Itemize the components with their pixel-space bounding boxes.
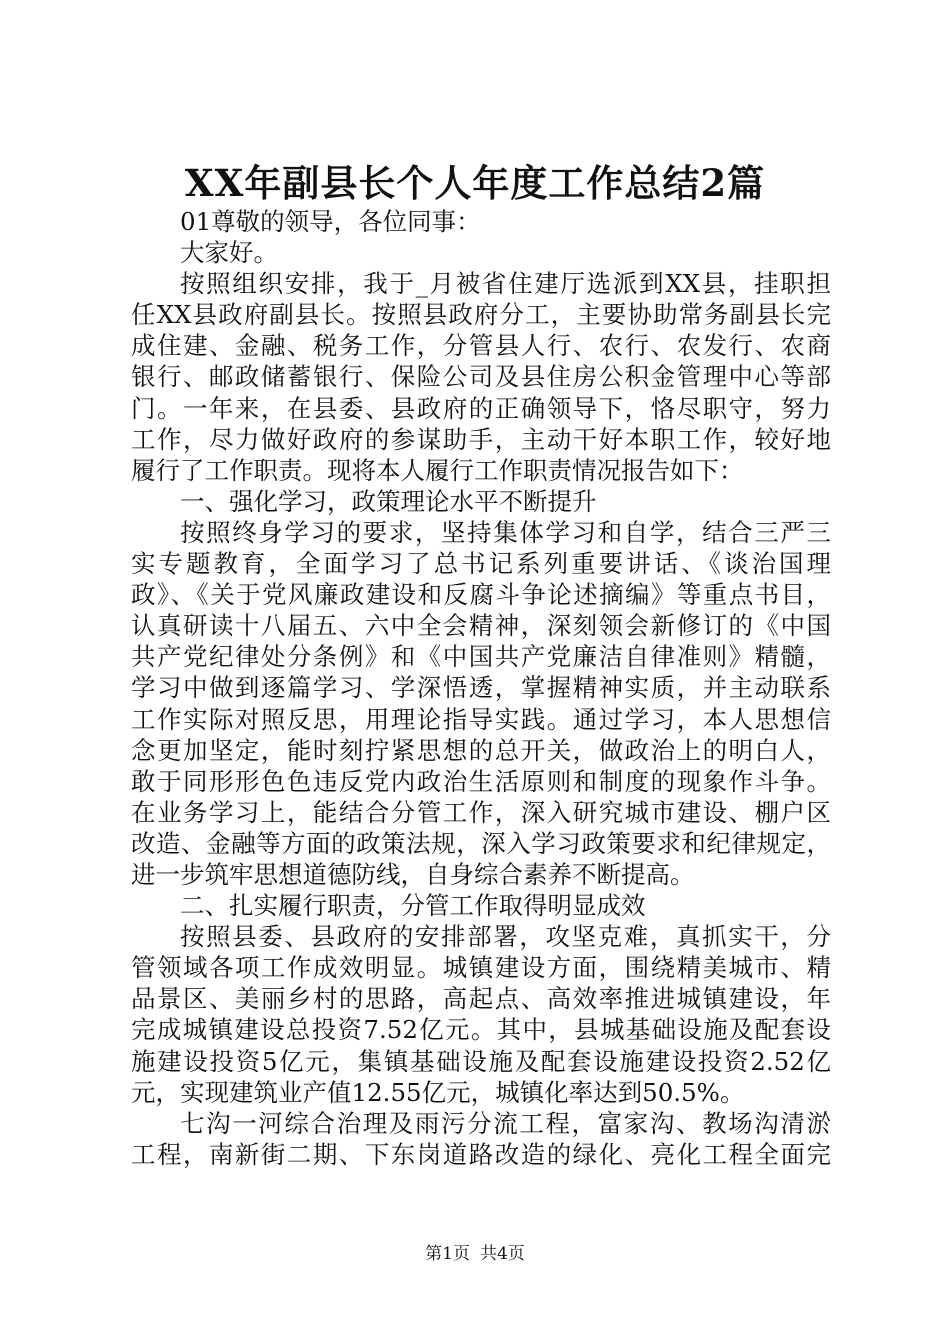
body-line: 改造、金融等方面的政策法规，深入学习政策要求和纪律规定， — [131, 828, 831, 858]
body-line: 共产党纪律处分条例》和《中国共产党廉洁自律准则》精髓， — [131, 642, 831, 672]
document-body — [131, 206, 831, 1170]
body-line: 按照县委、县政府的安排部署，攻坚克难，真抓实干，分 — [180, 922, 831, 952]
body-line: 管领域各项工作成效明显。城镇建设方面，围绕精美城市、精 — [131, 953, 831, 983]
body-line: 元，实现建筑业产值12.55亿元，城镇化率达到50.5%。 — [131, 1077, 745, 1107]
body-line: 一、强化学习，政策理论水平不断提升 — [180, 486, 597, 516]
body-line: 政》、《关于党风廉政建设和反腐斗争论述摘编》等重点书目， — [131, 580, 831, 610]
body-line: 银行、邮政储蓄银行、保险公司及县住房公积金管理中心等部 — [131, 362, 831, 392]
page-number: 第1页 — [425, 1244, 470, 1264]
page-total: 共4页 — [480, 1244, 525, 1264]
body-line: 按照终身学习的要求，坚持集体学习和自学，结合三严三 — [180, 517, 831, 547]
body-line: 敢于同形形色色违反党内政治生活原则和制度的现象作斗争。 — [131, 766, 831, 796]
body-line: 施建设投资5亿元，集镇基础设施及配套设施建设投资2.52亿 — [131, 1046, 831, 1076]
body-line: 品景区、美丽乡村的思路，高起点、高效率推进城镇建设，年 — [131, 984, 831, 1014]
body-line: 按照组织安排，我于_月被省住建厅选派到XX县，挂职担 — [180, 269, 831, 299]
body-line: 门。一年来，在县委、县政府的正确领导下，恪尽职守，努力 — [131, 393, 831, 423]
body-line: 认真研读十八届五、六中全会精神，深刻领会新修订的《中国 — [131, 611, 831, 641]
body-line: 工作实际对照反思，用理论指导实践。通过学习，本人思想信 — [131, 704, 831, 734]
body-line: 实专题教育，全面学习了总书记系列重要讲话、《谈治国理 — [131, 549, 831, 579]
body-line: 工程，南新街二期、下东岗道路改造的绿化、亮化工程全面完 — [131, 1139, 831, 1169]
body-line: 进一步筑牢思想道德防线，自身综合素养不断提高。 — [131, 859, 695, 889]
body-line: 工作，尽力做好政府的参谋助手，主动干好本职工作，较好地 — [131, 424, 831, 454]
page-footer — [0, 1243, 950, 1265]
body-line: 完成城镇建设总投资7.52亿元。其中，县城基础设施及配套设 — [131, 1015, 831, 1045]
body-line: 在业务学习上，能结合分管工作，深入研究城市建设、棚户区 — [131, 797, 831, 827]
body-line: 二、扎实履行职责，分管工作取得明显成效 — [180, 891, 646, 921]
body-line: 履行了工作职责。现将本人履行工作职责情况报告如下： — [131, 455, 744, 485]
body-line: 七沟一河综合治理及雨污分流工程，富家沟、教场沟清淤 — [180, 1108, 831, 1138]
body-line: 任XX县政府副县长。按照县政府分工，主要协助常务副县长完 — [131, 300, 831, 330]
body-line: 成住建、金融、税务工作，分管县人行、农行、农发行、农商 — [131, 331, 831, 361]
body-line: 01尊敬的领导，各位同事： — [180, 207, 481, 236]
body-line: 念更加坚定，能时刻拧紧思想的总开关，做政治上的明白人， — [131, 735, 831, 765]
body-line: 学习中做到逐篇学习、学深悟透，掌握精神实质，并主动联系 — [131, 673, 831, 703]
document-title: XX年副县长个人年度工作总结2篇 — [184, 161, 766, 205]
body-line: 大家好。 — [180, 238, 278, 268]
